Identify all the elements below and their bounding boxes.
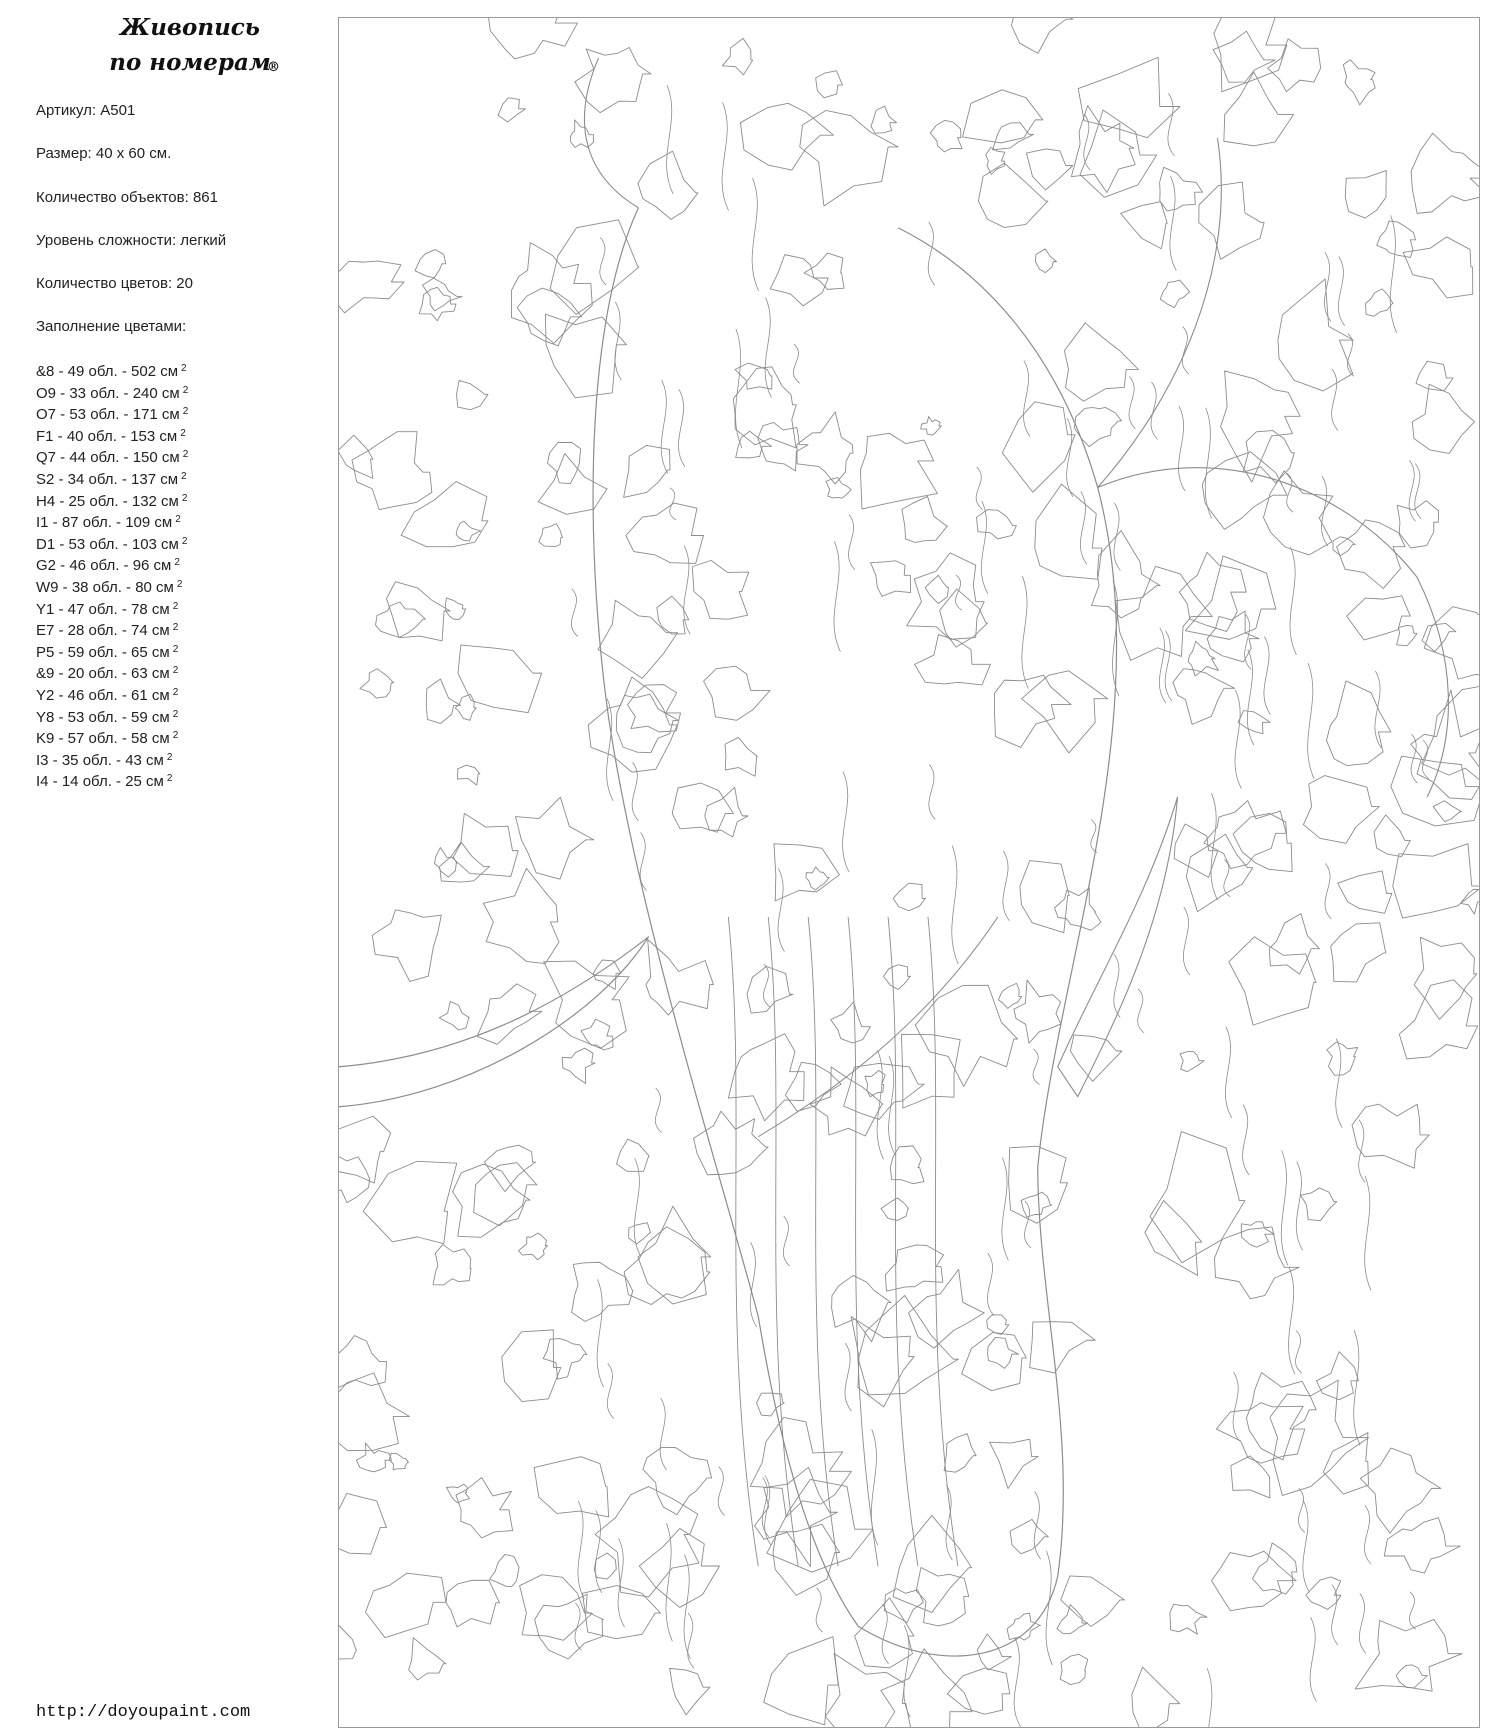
- color-fill-item: [36, 574, 188, 596]
- color-fill-item: [36, 725, 188, 747]
- color-fill-text: O7 - 53 обл. - 171 см: [36, 406, 180, 424]
- website-url: http://doyoupaint.com: [36, 1703, 251, 1722]
- color-fill-text: G2 - 46 обл. - 96 см: [36, 557, 172, 575]
- color-fill-text: K9 - 57 обл. - 58 см: [36, 730, 170, 748]
- square-unit-mark: 2: [172, 708, 179, 720]
- color-fill-text: Y2 - 46 обл. - 61 см: [36, 686, 170, 704]
- color-fill-list: [36, 358, 188, 790]
- color-fill-item: [36, 401, 188, 423]
- color-fill-text: W9 - 38 обл. - 80 см: [36, 578, 174, 596]
- color-fill-item: [36, 639, 188, 661]
- color-fill-item: [36, 358, 188, 380]
- color-fill-item: [36, 747, 188, 769]
- color-fill-item: [36, 466, 188, 488]
- logo-line-1: Живопись: [120, 14, 260, 41]
- square-unit-mark: 2: [181, 535, 188, 547]
- color-fill-text: S2 - 34 обл. - 137 см: [36, 470, 179, 488]
- color-fill-item: [36, 768, 188, 790]
- color-fill-item: [36, 660, 188, 682]
- color-fill-text: O9 - 33 обл. - 240 см: [36, 384, 180, 402]
- color-fill-item: [36, 444, 188, 466]
- square-unit-mark: 2: [181, 363, 187, 374]
- color-count: Количество цветов: 20: [36, 275, 193, 293]
- object-count: Количество объектов: 861: [36, 188, 218, 206]
- square-unit-mark: 2: [166, 773, 173, 785]
- square-unit-mark: 2: [172, 643, 179, 655]
- color-fill-text: F1 - 40 обл. - 153 см: [36, 427, 178, 445]
- square-unit-mark: 2: [181, 492, 188, 504]
- color-fill-item: [36, 531, 188, 553]
- color-fill-item: [36, 509, 188, 531]
- fill-heading: Заполнение цветами:: [36, 318, 187, 336]
- color-fill-item: [36, 552, 188, 574]
- square-unit-mark: 2: [172, 600, 179, 612]
- color-fill-text: H4 - 25 обл. - 132 см: [36, 492, 179, 510]
- square-unit-mark: 2: [182, 449, 189, 461]
- square-unit-mark: 2: [182, 406, 189, 418]
- color-fill-item: [36, 380, 188, 402]
- square-unit-mark: 2: [172, 665, 179, 677]
- square-unit-mark: 2: [182, 384, 189, 396]
- outline-drawing: [339, 18, 1479, 1727]
- color-fill-item: [36, 704, 188, 726]
- article-number: Артикул: A501: [36, 102, 136, 119]
- color-fill-text: I3 - 35 обл. - 43 см: [36, 751, 164, 769]
- square-unit-mark: 2: [172, 622, 179, 634]
- product-info: [36, 100, 326, 360]
- square-unit-mark: 2: [180, 427, 186, 439]
- color-fill-text: I4 - 14 обл. - 25 см: [36, 773, 164, 791]
- color-fill-text: I1 - 87 обл. - 109 см: [36, 514, 173, 532]
- color-fill-item: [36, 617, 188, 639]
- square-unit-mark: 2: [174, 557, 180, 569]
- color-fill-text: Y1 - 47 обл. - 78 см: [36, 600, 170, 618]
- color-fill-text: &8 - 49 обл. - 502 см: [36, 363, 179, 380]
- registered-mark: ®: [267, 60, 280, 75]
- color-fill-text: Q7 - 44 обл. - 150 см: [36, 449, 180, 467]
- color-fill-item: [36, 423, 188, 445]
- color-fill-text: E7 - 28 обл. - 74 см: [36, 622, 170, 640]
- color-fill-text: P5 - 59 обл. - 65 см: [36, 643, 170, 661]
- square-unit-mark: 2: [172, 686, 179, 698]
- canvas-size: Размер: 40 x 60 см.: [36, 145, 172, 163]
- square-unit-mark: 2: [176, 578, 183, 590]
- difficulty-level: Уровень сложности: легкий: [36, 231, 227, 249]
- square-unit-mark: 2: [166, 751, 173, 763]
- paint-by-number-canvas: [338, 17, 1480, 1728]
- brand-logo: [90, 10, 290, 80]
- color-fill-item: [36, 596, 188, 618]
- color-fill-text: &9 - 20 обл. - 63 см: [36, 665, 170, 683]
- square-unit-mark: 2: [172, 730, 179, 742]
- square-unit-mark: 2: [181, 470, 187, 482]
- logo-line-2: по номерам: [109, 49, 271, 76]
- color-fill-text: Y8 - 53 обл. - 59 см: [36, 708, 170, 726]
- square-unit-mark: 2: [175, 514, 181, 526]
- color-fill-text: D1 - 53 обл. - 103 см: [36, 535, 179, 553]
- color-fill-item: [36, 488, 188, 510]
- color-fill-item: [36, 682, 188, 704]
